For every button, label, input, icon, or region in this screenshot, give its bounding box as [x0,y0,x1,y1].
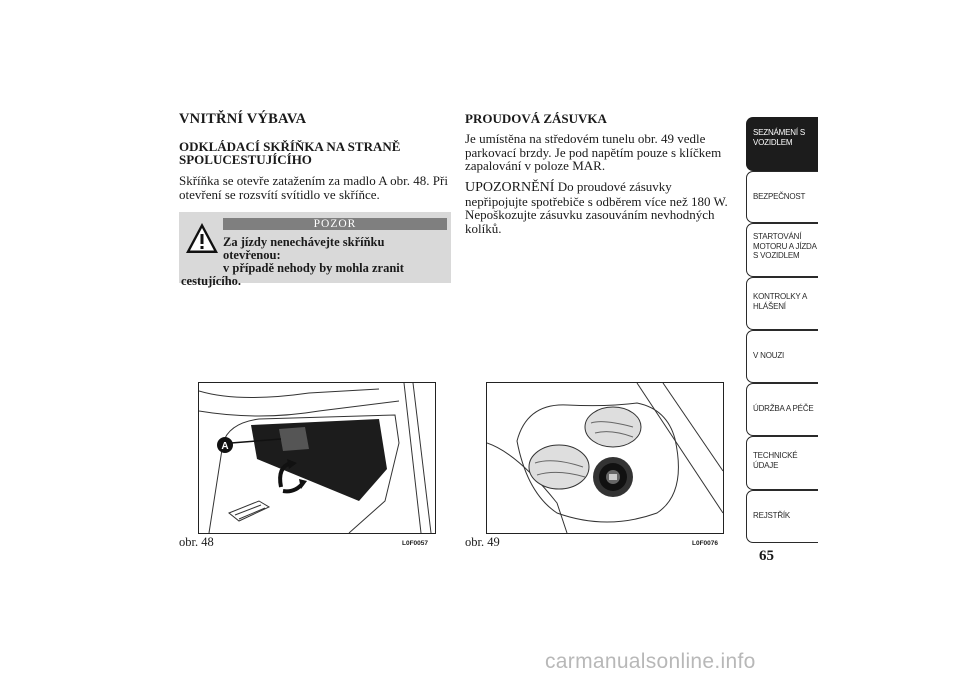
socket-note [465,180,735,235]
warning-line-2: v případě nehody by mohla zranit [223,261,404,275]
page-number: 65 [759,548,774,564]
glovebox-illustration [199,383,435,533]
warning-heading: POZOR [223,218,447,230]
tab-label: SEZNÁMENÍ S [753,128,806,137]
tab-seznameni[interactable] [746,117,818,171]
figure-49-caption: obr. 49 [465,535,500,549]
section-title: VNITŘNÍ VÝBAVA [179,111,307,127]
tab-startovani[interactable] [746,223,818,277]
warning-text [181,236,445,288]
socket-paragraph: Je umístěna na středovém tunelu obr. 49 vedle parkovací brzdy. Je pod napětím pouze s klíčkem zapalování v poloze MAR. [465,131,722,173]
figure-48-code: L0F0057 [402,540,429,547]
figure-48-caption: obr. 48 [179,535,214,549]
tab-bezpecnost[interactable] [746,171,818,223]
tab-label: TECHNICKÉ [753,451,798,460]
tab-label: ÚDAJE [753,460,779,470]
tab-label: V NOUZI [753,351,785,360]
tab-v-nouzi[interactable] [746,330,818,383]
note-text: Do proudové zásuvky nepřipojujte spotřebiče s odběrem více než 180 W. Nepoškozujte zásuvku zasouváním nevhodných kolíků. [465,179,728,236]
tab-label: BEZPEČNOST [753,192,806,201]
warning-line-1: Za jízdy nenechávejte skříňku otevřenou: [223,235,385,262]
tab-label: STARTOVÁNÍ [753,232,802,241]
figure-glovebox [198,382,436,534]
tab-label: MOTORU A JÍZDA [753,241,817,251]
figure-49-code: L0F0076 [692,540,719,547]
tab-udrzba[interactable] [746,383,818,436]
callout-a-label: A [221,441,229,452]
figure-socket [486,382,724,534]
tab-label: ÚDRŽBA A PÉČE [753,404,814,413]
tab-label: VOZIDLEM [753,137,793,147]
tab-label: HLÁŠENÍ [753,301,786,311]
subsection-title-glovebox: ODKLÁDACÍ SKŘÍŇKA NA STRANĚ SPOLUCESTUJÍCÍHO [179,139,401,167]
watermark: carmanualsonline.info [545,650,756,673]
tab-label: S VOZIDLEM [753,251,800,260]
glovebox-paragraph: Skříňka se otevře zatažením za madlo A obr. 48. Při otevření se rozsvítí svítidlo ve skříňce. [179,173,448,202]
tab-rejstrik[interactable] [746,490,818,543]
note-lead: UPOZORNĚNÍ [465,180,555,195]
socket-illustration [487,383,723,533]
warning-line-3: cestujícího. [181,274,242,288]
subsection-title-socket: PROUDOVÁ ZÁSUVKA [465,111,607,126]
tab-label: KONTROLKY A [753,292,808,301]
tab-label: REJSTŘÍK [753,511,791,520]
tab-technicke[interactable] [746,436,818,490]
tab-kontrolky[interactable] [746,277,818,330]
